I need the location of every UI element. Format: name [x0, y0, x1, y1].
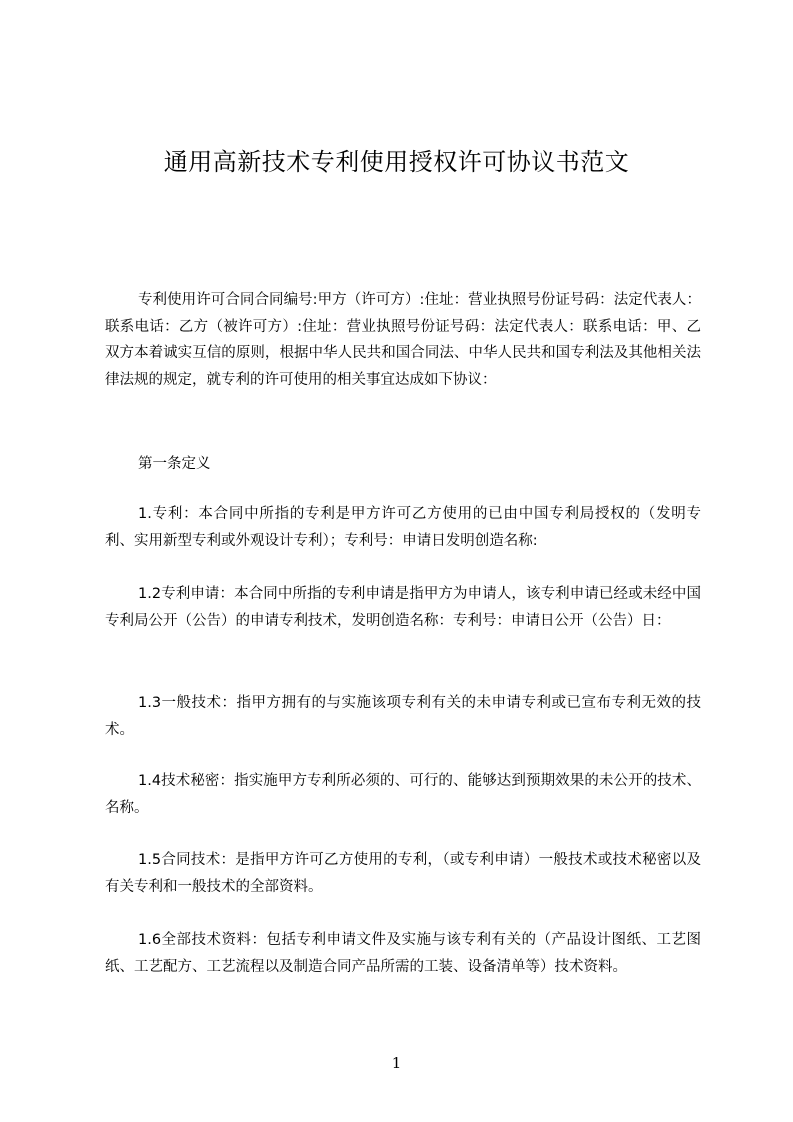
- clause-1-5: 1.5合同技术：是指甲方许可乙方使用的专利，（或专利申请）一般技术或技术秘密以及有关专利和一般技术的全部资料。: [105, 852, 701, 895]
- page-number: 1: [391, 1054, 402, 1072]
- clause-1-1: 1.专利：本合同中所指的专利是甲方许可乙方使用的已由中国专利局授权的（发明专利、实用新型专利或外观设计专利）；专利号：申请日发明创造名称:: [105, 506, 701, 549]
- intro-paragraph: 专利使用许可合同合同编号:甲方（许可方）:住址：营业执照号份证号码：法定代表人：联系电话：乙方（被许可方）:住址：营业执照号份证号码：法定代表人：联系电话：甲、乙双方本着诚实互信的原则，根据中华人民共和国合同法、中华人民共和国专利法及其他相关法律法规的规定，就专利的许可使用的相关事宜达成如下协议：: [105, 292, 701, 388]
- clause-1-2: 1.2专利申请：本合同中所指的专利申请是指甲方为申请人，该专利申请已经或未经中国专利局公开（公告）的申请专利技术，发明创造名称：专利号：申请日公开（公告）日：: [105, 586, 701, 629]
- clause-1-6: 1.6全部技术资料：包括专利申请文件及实施与该专利有关的（产品设计图纸、工艺图纸、工艺配方、工艺流程以及制造合同产品所需的工装、设备清单等）技术资料。: [105, 932, 701, 975]
- section-heading: 第一条定义: [138, 456, 211, 472]
- document-title: 通用高新技术专利使用授权许可协议书范文: [163, 148, 630, 176]
- clause-1-3: 1.3一般技术：指甲方拥有的与实施该项专利有关的未申请专利或已宣布专利无效的技术。: [105, 695, 701, 738]
- clause-1-4: 1.4技术秘密：指实施甲方专利所必须的、可行的、能够达到预期效果的未公开的技术、名称。: [105, 773, 701, 816]
